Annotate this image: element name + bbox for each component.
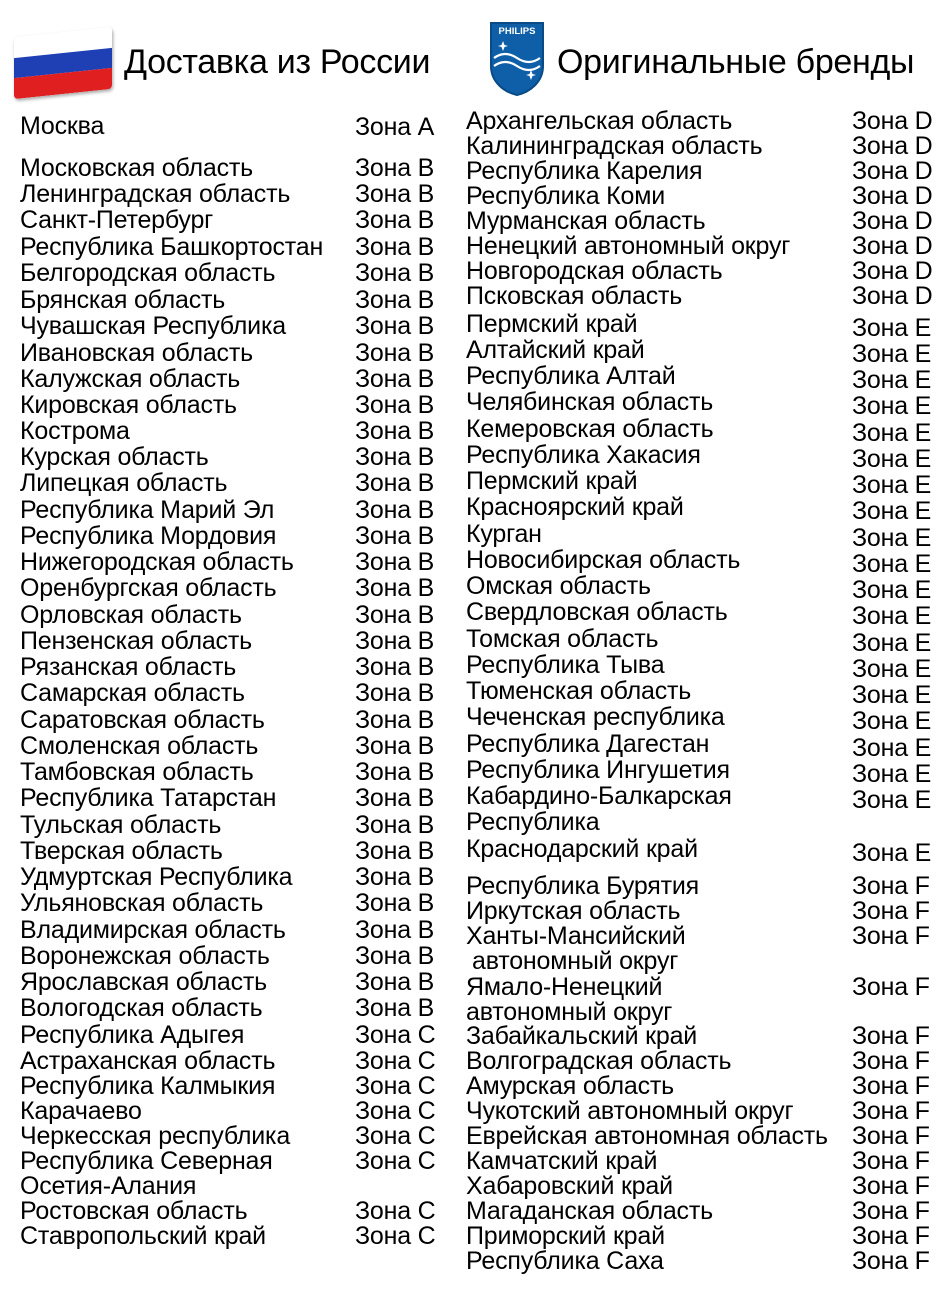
delivery-title: Доставка из России: [124, 43, 431, 81]
right-zone-16: Зона E: [852, 524, 932, 552]
left-region-42: Ставропольский край: [20, 1222, 266, 1250]
right-region-27: Республика: [466, 808, 600, 836]
right-zone-40: Зона F: [852, 1147, 930, 1175]
left-zone-10: Зона B: [355, 391, 435, 419]
left-zone-21: Зона B: [355, 679, 435, 707]
right-region-1: Калининградская область: [466, 132, 763, 160]
right-region-38: Чукотский автономный округ: [466, 1097, 794, 1125]
left-region-35: Астраханская область: [20, 1047, 276, 1075]
right-zone-41: Зона F: [852, 1172, 930, 1200]
right-zone-9: Зона E: [852, 340, 932, 368]
right-zone-13: Зона E: [852, 445, 932, 473]
right-region-17: Новосибирская область: [466, 546, 741, 574]
left-region-23: Смоленская область: [20, 732, 259, 760]
right-region-10: Республика Алтай: [466, 362, 676, 390]
right-region-3: Республика Коми: [466, 182, 666, 210]
right-region-41: Хабаровский край: [466, 1172, 673, 1200]
right-region-31: Ханты-Мансийский: [466, 922, 686, 950]
right-region-22: Тюменская область: [466, 677, 692, 705]
right-zone-29: Зона F: [852, 872, 930, 900]
right-zone-6: Зона D: [852, 257, 933, 285]
right-region-37: Амурская область: [466, 1072, 675, 1100]
left-region-32: Ярославская область: [20, 968, 267, 996]
left-region-13: Липецкая область: [20, 469, 228, 497]
right-zone-25: Зона E: [852, 760, 932, 788]
right-zone-33: Зона F: [852, 973, 930, 1001]
right-region-8: Пермский край: [466, 310, 638, 338]
left-region-34: Республика Адыгея: [20, 1021, 245, 1049]
left-region-21: Самарская область: [20, 679, 245, 707]
right-zone-12: Зона E: [852, 419, 932, 447]
left-region-31: Воронежская область: [20, 942, 270, 970]
russia-flag-icon: [14, 27, 112, 99]
right-region-43: Приморский край: [466, 1222, 665, 1250]
right-zone-24: Зона E: [852, 734, 932, 762]
right-region-9: Алтайский край: [466, 336, 645, 364]
right-region-30: Иркутская область: [466, 897, 681, 925]
left-zone-37: Зона C: [355, 1097, 436, 1125]
right-region-26: Кабардино-Балкарская: [466, 782, 732, 810]
right-region-23: Чеченская республика: [466, 703, 725, 731]
left-region-28: Удмуртская Республика: [20, 863, 293, 891]
left-zone-9: Зона B: [355, 365, 435, 393]
left-region-14: Республика Марий Эл: [20, 496, 275, 524]
left-zone-31: Зона B: [355, 942, 435, 970]
left-region-20: Рязанская область: [20, 653, 237, 681]
left-zone-29: Зона B: [355, 889, 435, 917]
left-region-7: Чувашская Республика: [20, 312, 286, 340]
right-zone-23: Зона E: [852, 707, 932, 735]
left-region-5: Белгородская область: [20, 259, 276, 287]
left-zone-38: Зона C: [355, 1122, 436, 1150]
right-zone-39: Зона F: [852, 1122, 930, 1150]
left-zone-16: Зона B: [355, 548, 435, 576]
right-region-16: Курган: [466, 520, 542, 548]
left-region-19: Пензенская область: [20, 627, 252, 655]
left-region-4: Республика Башкортостан: [20, 233, 324, 261]
right-region-25: Республика Ингушетия: [466, 756, 730, 784]
left-zone-0: Зона А: [355, 113, 435, 141]
right-zone-0: Зона D: [852, 107, 933, 135]
right-zone-35: Зона F: [852, 1022, 930, 1050]
left-region-2: Ленинградская область: [20, 180, 291, 208]
left-region-41: Ростовская область: [20, 1197, 248, 1225]
right-region-28: Краснодарский край: [466, 835, 698, 863]
right-zone-1: Зона D: [852, 132, 933, 160]
left-region-3: Санкт-Петербург: [20, 206, 214, 234]
left-region-37: Карачаево: [20, 1097, 142, 1125]
left-zone-27: Зона B: [355, 837, 435, 865]
right-region-32: автономный округ: [472, 947, 679, 975]
left-region-1: Московская область: [20, 154, 253, 182]
left-zone-28: Зона B: [355, 863, 435, 891]
brands-title: Оригинальные бренды: [557, 43, 915, 81]
right-region-11: Челябинская область: [466, 388, 714, 416]
left-zone-36: Зона C: [355, 1072, 436, 1100]
right-region-12: Кемеровская область: [466, 415, 714, 443]
right-zone-42: Зона F: [852, 1197, 930, 1225]
left-region-40: Осетия-Алания: [20, 1172, 197, 1200]
left-region-36: Республика Калмыкия: [20, 1072, 276, 1100]
left-region-8: Ивановская область: [20, 339, 253, 367]
left-zone-5: Зона B: [355, 259, 435, 287]
right-zone-2: Зона D: [852, 157, 933, 185]
right-region-18: Омская область: [466, 572, 651, 600]
left-region-11: Кострома: [20, 417, 130, 445]
left-zone-2: Зона B: [355, 180, 435, 208]
right-zone-10: Зона E: [852, 366, 932, 394]
left-zone-15: Зона B: [355, 522, 435, 550]
right-zone-19: Зона E: [852, 602, 932, 630]
left-region-26: Тульская область: [20, 811, 222, 839]
left-zone-12: Зона B: [355, 443, 435, 471]
right-zone-22: Зона E: [852, 681, 932, 709]
right-region-20: Томская область: [466, 625, 659, 653]
left-zone-42: Зона C: [355, 1222, 436, 1250]
left-zone-33: Зона B: [355, 994, 435, 1022]
right-region-40: Камчатский край: [466, 1147, 658, 1175]
left-region-9: Калужская область: [20, 365, 241, 393]
left-zone-20: Зона B: [355, 653, 435, 681]
right-zone-7: Зона D: [852, 282, 933, 310]
left-zone-39: Зона C: [355, 1147, 436, 1175]
header: [0, 0, 950, 100]
left-zone-3: Зона B: [355, 206, 435, 234]
right-zone-36: Зона F: [852, 1047, 930, 1075]
right-region-14: Пермский край: [466, 467, 638, 495]
left-zone-18: Зона B: [355, 601, 435, 629]
left-zone-25: Зона B: [355, 784, 435, 812]
philips-shield-logo: [488, 20, 546, 96]
right-region-35: Забайкальский край: [466, 1022, 698, 1050]
right-region-39: Еврейская автономная область: [466, 1122, 828, 1150]
left-region-17: Оренбургская область: [20, 574, 277, 602]
right-region-19: Свердловская область: [466, 598, 728, 626]
left-region-30: Владимирская область: [20, 916, 286, 944]
left-zone-34: Зона C: [355, 1021, 436, 1049]
right-region-6: Новгородская область: [466, 257, 723, 285]
left-region-6: Брянская область: [20, 286, 226, 314]
left-zone-23: Зона B: [355, 732, 435, 760]
right-zone-38: Зона F: [852, 1097, 930, 1125]
right-zone-28: Зона E: [852, 839, 932, 867]
left-zone-32: Зона B: [355, 968, 435, 996]
right-zone-4: Зона D: [852, 207, 933, 235]
left-zone-14: Зона B: [355, 496, 435, 524]
left-region-22: Саратовская область: [20, 706, 265, 734]
right-zone-37: Зона F: [852, 1072, 930, 1100]
right-zone-26: Зона E: [852, 786, 932, 814]
left-region-39: Республика Северная: [20, 1147, 273, 1175]
left-region-25: Республика Татарстан: [20, 784, 277, 812]
right-zone-20: Зона E: [852, 629, 932, 657]
left-zone-19: Зона B: [355, 627, 435, 655]
left-zone-4: Зона B: [355, 233, 435, 261]
left-region-33: Вологодская область: [20, 994, 263, 1022]
left-region-12: Курская область: [20, 443, 209, 471]
right-zone-15: Зона E: [852, 497, 932, 525]
left-zone-6: Зона B: [355, 286, 435, 314]
left-region-29: Ульяновская область: [20, 889, 264, 917]
left-region-10: Кировская область: [20, 391, 237, 419]
right-zone-31: Зона F: [852, 922, 930, 950]
left-region-0: Москва: [20, 112, 105, 140]
right-region-5: Ненецкий автономный округ: [466, 232, 791, 260]
left-zone-30: Зона B: [355, 916, 435, 944]
right-zone-43: Зона F: [852, 1222, 930, 1250]
left-zone-1: Зона B: [355, 154, 435, 182]
right-zone-21: Зона E: [852, 655, 932, 683]
right-region-21: Республика Тыва: [466, 651, 665, 679]
left-zone-11: Зона B: [355, 417, 435, 445]
left-zone-13: Зона B: [355, 469, 435, 497]
right-zone-44: Зона F: [852, 1247, 930, 1275]
right-region-33: Ямало-Ненецкий: [466, 973, 663, 1001]
right-region-24: Республика Дагестан: [466, 730, 710, 758]
philips-wordmark: PHILIPS: [498, 26, 536, 37]
right-zone-5: Зона D: [852, 232, 933, 260]
right-region-4: Мурманская область: [466, 207, 706, 235]
right-region-13: Республика Хакасия: [466, 441, 701, 469]
right-region-42: Магаданская область: [466, 1197, 713, 1225]
left-zone-26: Зона B: [355, 811, 435, 839]
right-zone-17: Зона E: [852, 550, 932, 578]
left-zone-41: Зона C: [355, 1197, 436, 1225]
left-zone-24: Зона B: [355, 758, 435, 786]
left-region-15: Республика Мордовия: [20, 522, 277, 550]
left-zone-17: Зона B: [355, 574, 435, 602]
left-zone-22: Зона B: [355, 706, 435, 734]
right-region-7: Псковская область: [466, 282, 683, 310]
right-region-44: Республика Саха: [466, 1247, 664, 1275]
right-region-36: Волгоградская область: [466, 1047, 732, 1075]
left-region-18: Орловская область: [20, 601, 242, 629]
left-zone-35: Зона C: [355, 1047, 436, 1075]
left-zone-8: Зона B: [355, 339, 435, 367]
left-zone-7: Зона B: [355, 312, 435, 340]
right-zone-3: Зона D: [852, 182, 933, 210]
left-region-38: Черкесская республика: [20, 1122, 291, 1150]
right-zone-11: Зона E: [852, 392, 932, 420]
left-region-24: Тамбовская область: [20, 758, 254, 786]
right-zone-8: Зона E: [852, 314, 932, 342]
right-region-15: Красноярский край: [466, 493, 684, 521]
right-region-0: Архангельская область: [466, 107, 733, 135]
right-region-2: Республика Карелия: [466, 157, 703, 185]
right-region-34: автономный округ: [466, 998, 673, 1026]
right-zone-30: Зона F: [852, 897, 930, 925]
right-zone-18: Зона E: [852, 576, 932, 604]
left-region-16: Нижегородская область: [20, 548, 294, 576]
right-region-29: Республика Бурятия: [466, 872, 699, 900]
right-zone-14: Зона E: [852, 471, 932, 499]
left-region-27: Тверская область: [20, 837, 223, 865]
